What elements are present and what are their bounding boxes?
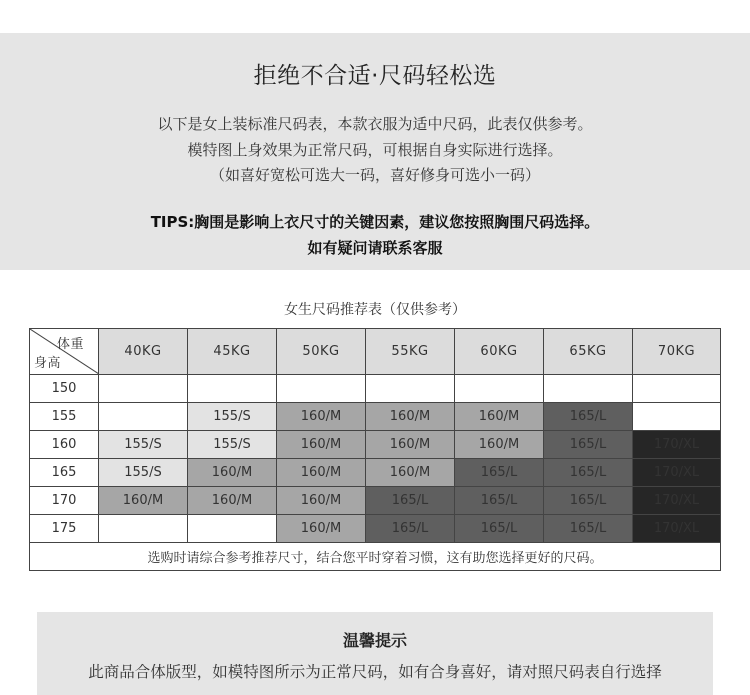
table-header-row: [30, 329, 721, 375]
table-note: 选购时请综合参考推荐尺寸，结合您平时穿着习惯，这有助您选择更好的尺码。: [30, 543, 721, 571]
size-cell: [277, 375, 366, 403]
column-header: 55KG: [366, 329, 455, 375]
height-label: 身高: [34, 356, 62, 371]
size-cell: [99, 515, 188, 543]
column-header: 40KG: [99, 329, 188, 375]
size-cell: 165/L: [544, 459, 633, 487]
size-cell: 160/M: [188, 487, 277, 515]
size-cell: 160/M: [366, 459, 455, 487]
size-cell: 165/L: [544, 487, 633, 515]
table-row: [30, 487, 721, 515]
corner-header-cell: [30, 329, 99, 375]
row-height-cell: 150: [30, 375, 99, 403]
column-header: 45KG: [188, 329, 277, 375]
size-cell: 160/M: [277, 487, 366, 515]
reminder-text: 此商品合体版型，如模特图所示为正常尺码，如有合身喜好，请对照尺码表自行选择: [88, 663, 662, 681]
size-cell: 165/L: [544, 515, 633, 543]
column-header: 65KG: [544, 329, 633, 375]
reminder-panel: [37, 612, 713, 695]
column-header: 50KG: [277, 329, 366, 375]
size-cell: 160/M: [188, 459, 277, 487]
size-cell: 155/S: [99, 459, 188, 487]
table-note-row: [30, 543, 721, 571]
weight-label: 体重: [56, 337, 84, 352]
row-height-cell: 165: [30, 459, 99, 487]
table-row: [30, 375, 721, 403]
size-cell: 165/L: [366, 487, 455, 515]
size-cell: 160/M: [366, 403, 455, 431]
size-cell: 170/XL: [633, 431, 721, 459]
size-cell: 160/M: [277, 459, 366, 487]
column-header: 70KG: [633, 329, 721, 375]
size-cell: [188, 515, 277, 543]
row-height-cell: 170: [30, 487, 99, 515]
size-cell: 160/M: [366, 431, 455, 459]
size-cell: 160/M: [455, 403, 544, 431]
size-cell: 170/XL: [633, 515, 721, 543]
size-cell: 165/L: [455, 515, 544, 543]
intro-line: 模特图上身效果为正常尺码，可根据自身实际进行选择。: [187, 141, 563, 159]
row-height-cell: 175: [30, 515, 99, 543]
size-cell: 160/M: [277, 431, 366, 459]
intro-line: （如喜好宽松可选大一码，喜好修身可选小一码）: [209, 166, 540, 184]
size-cell: 165/L: [366, 515, 455, 543]
size-cell: 160/M: [99, 487, 188, 515]
size-cell: [188, 375, 277, 403]
size-cell: [99, 403, 188, 431]
table-row: [30, 403, 721, 431]
size-cell: 155/S: [99, 431, 188, 459]
tips-line: 如有疑问请联系客服: [307, 239, 443, 257]
size-cell: 165/L: [455, 487, 544, 515]
tips-line: TIPS:胸围是影响上衣尺寸的关键因素，建议您按照胸围尺码选择。: [150, 213, 600, 231]
size-cell: [99, 375, 188, 403]
page-title: 拒绝不合适·尺码轻松选: [253, 63, 497, 89]
table-title: 女生尺码推荐表（仅供参考）: [284, 302, 466, 318]
size-cell: [633, 403, 721, 431]
reminder-title: 温馨提示: [342, 631, 407, 650]
row-height-cell: 155: [30, 403, 99, 431]
size-cell: [633, 375, 721, 403]
size-cell: 165/L: [544, 403, 633, 431]
size-cell: 160/M: [277, 515, 366, 543]
size-cell: 160/M: [455, 431, 544, 459]
table-row: [30, 431, 721, 459]
size-cell: [366, 375, 455, 403]
size-cell: [455, 375, 544, 403]
size-chart-table: [29, 328, 721, 571]
intro-line: 以下是女上装标准尺码表，本款衣服为适中尺码，此表仅供参考。: [157, 115, 593, 133]
table-row: [30, 459, 721, 487]
size-cell: 165/L: [544, 431, 633, 459]
size-cell: 160/M: [277, 403, 366, 431]
size-cell: 170/XL: [633, 459, 721, 487]
size-cell: 170/XL: [633, 487, 721, 515]
row-height-cell: 160: [30, 431, 99, 459]
size-cell: [544, 375, 633, 403]
size-cell: 155/S: [188, 403, 277, 431]
table-row: [30, 515, 721, 543]
size-cell: 155/S: [188, 431, 277, 459]
column-header: 60KG: [455, 329, 544, 375]
size-cell: 165/L: [455, 459, 544, 487]
